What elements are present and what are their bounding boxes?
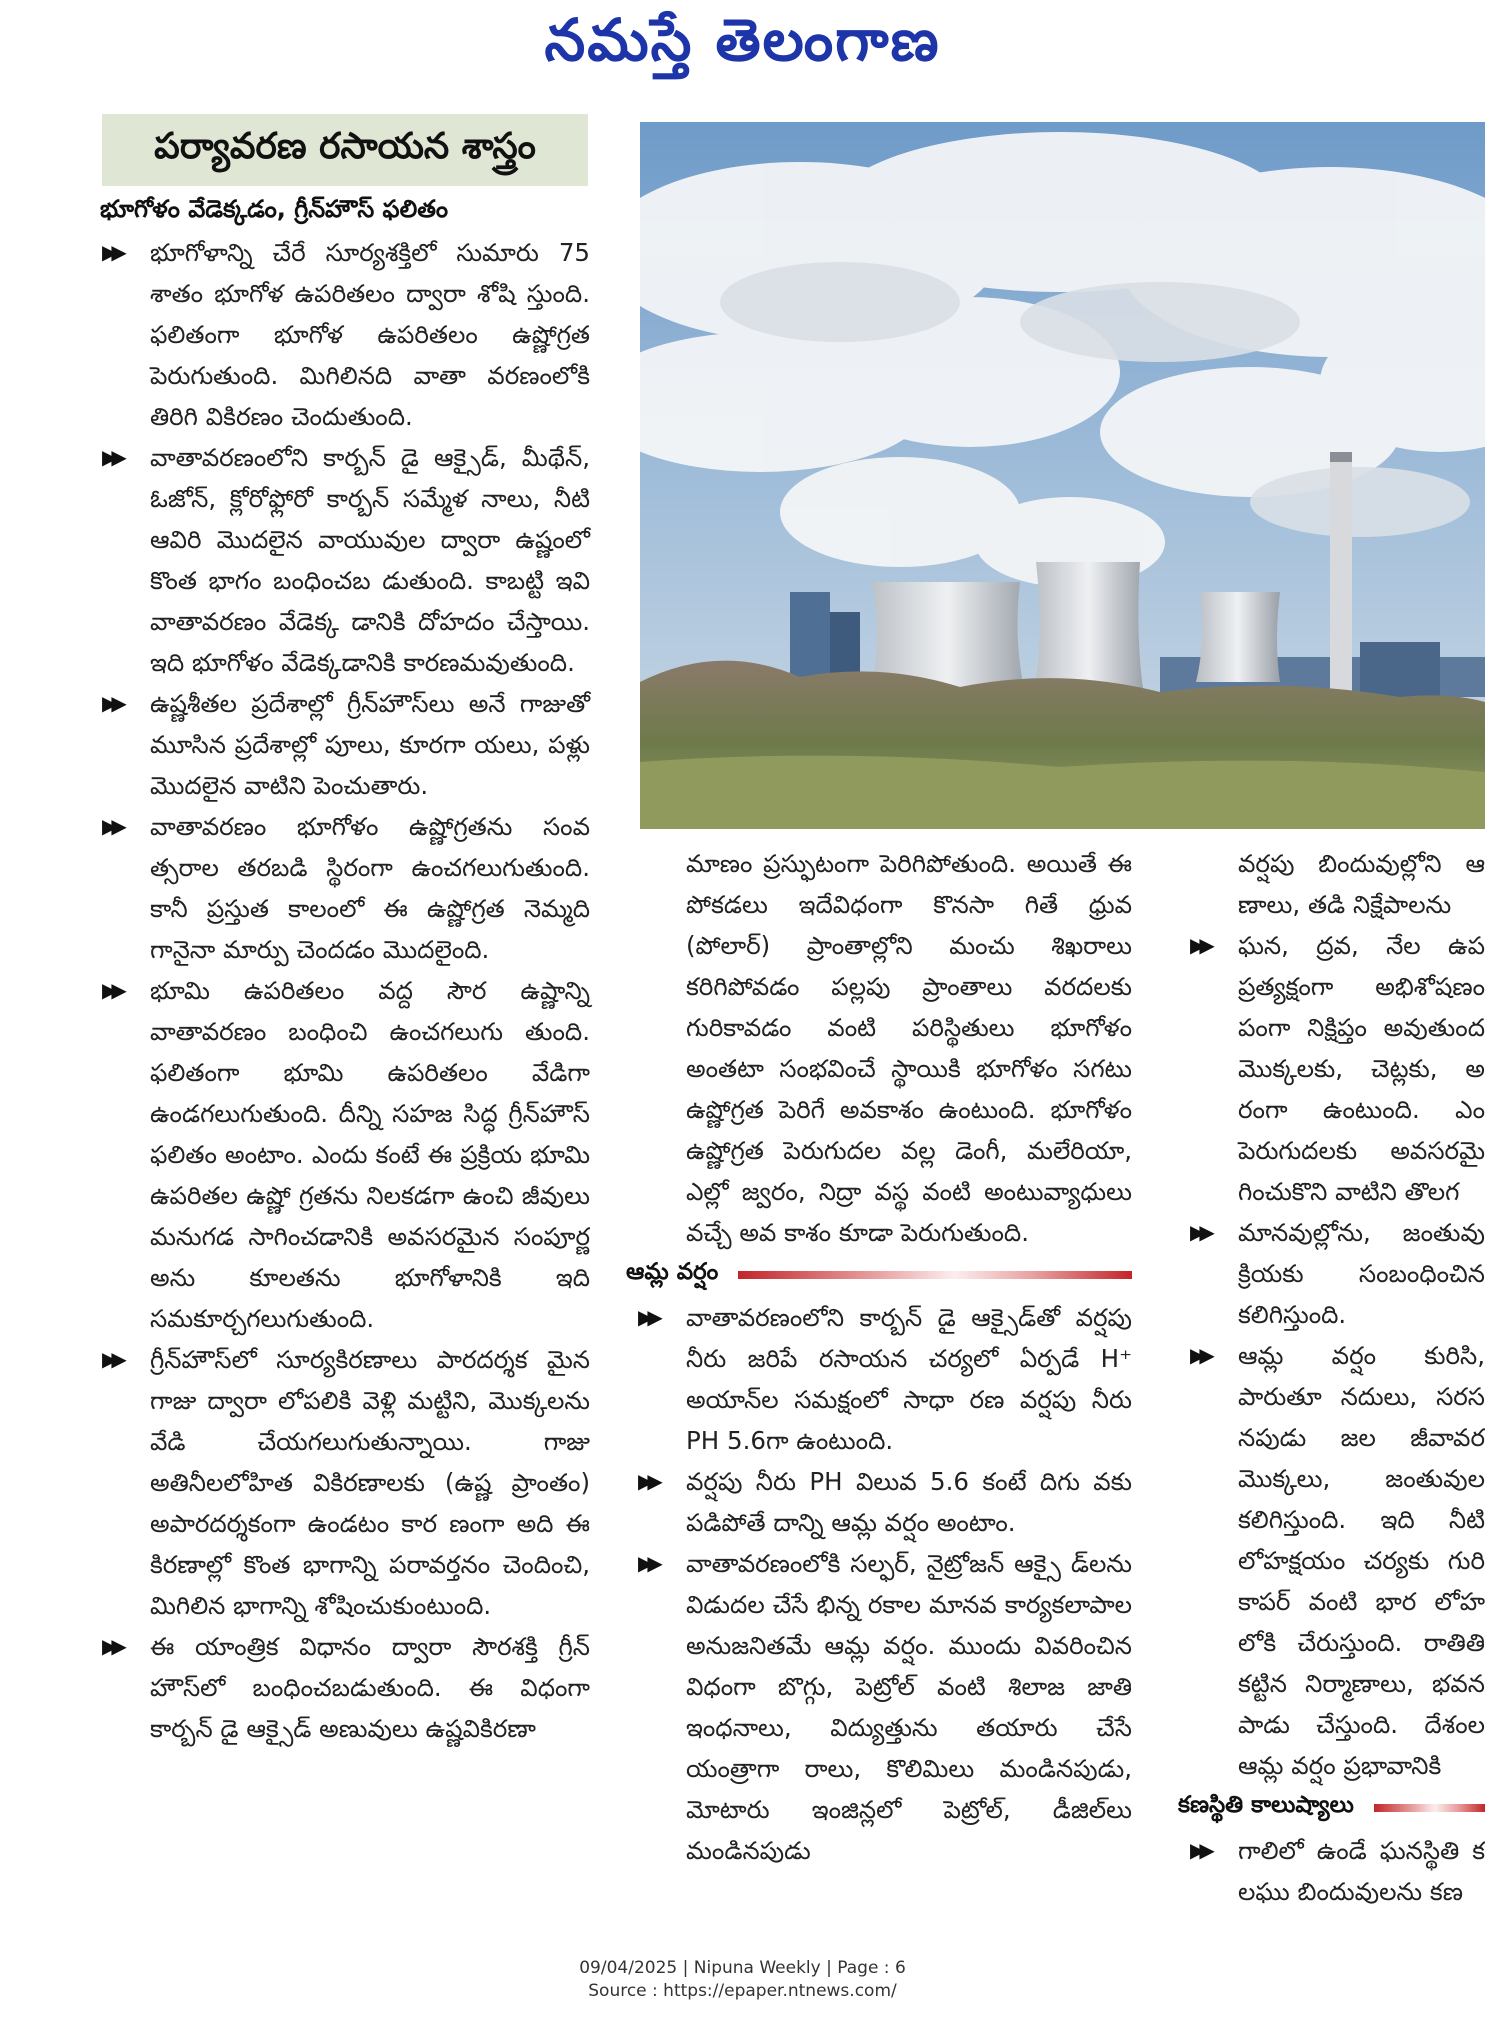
double-arrow-icon: ▶▶: [1190, 1220, 1209, 1244]
double-arrow-icon: ▶▶: [102, 445, 121, 469]
paragraph: మాణం ప్రస్ఫుటంగా పెరిగిపోతుంది. అయితే ఈ పోకడలు ఇదేవిధంగా కొనసా గితే ధ్రువ (పోలార్) ప్రాంతాల్లోని మంచు శిఖరాలు కరిగిపోవడం పల్లపు ప్రాంతాలు వరదలకు గురికావడం వంటి పరిస్థితులు భూగోళం అంతటా సంభవించే స్థాయికి భూగోళం సగటు ఉష్ణోగ్రత పెరిగే అవకాశం ఉంటుంది. భూగోళం ఉష్ణోగ్రత పెరుగుదల వల్ల డెంగీ, మలేరియా, ఎల్లో జ్వరం, నిద్రా వస్థ వంటి అంటువ్యాధులు వచ్చే అవ కాశం కూడా పెరుగుతుంది.: [686, 849, 1132, 1247]
heading-label: ఆమ్ల వర్షం: [626, 1259, 719, 1285]
column-1: [100, 192, 590, 1749]
list-item: ▶▶ ఉష్ణశీతల ప్రదేశాల్లో గ్రీన్‌హౌస్‌లు అనే గాజుతో మూసిన ప్రదేశాల్లో పూలు, కూరగా యలు, పళ్లు మొదలైన వాటిని పెంచుతారు.: [100, 683, 590, 806]
double-arrow-icon: ▶▶: [102, 240, 121, 264]
double-arrow-icon: ▶▶: [638, 1469, 657, 1493]
double-arrow-icon: ▶▶: [1190, 933, 1209, 957]
list-item: ▶▶ వాతావరణంలోని కార్బన్ డై ఆక్సైడ్‌తో వర్షపు నీరు జరిపే రసాయన చర్యలో ఏర్పడే H⁺ అయాన్‌ల సమక్షంలో సాధా రణ వర్షపు నీరు PH 5.6గా ఉంటుంది.: [636, 1297, 1132, 1461]
double-arrow-icon: ▶▶: [1190, 1838, 1209, 1862]
red-rule: [738, 1271, 1132, 1279]
column-2: [626, 843, 1132, 1871]
list-item: ▶▶ గ్రీన్‌హౌస్‌లో సూర్యకిరణాలు పారదర్శక మైన గాజు ద్వారా లోపలికి వెళ్లి మట్టిని, మొక్కలను వేడి చేయగలుగుతున్నాయి. గాజు అతినీలలోహిత వికిరణాలకు (ఉష్ణ ప్రాంతం) అపారదర్శకంగా ఉండటం కార ణంగా అది ఈ కిరణాల్లో కొంత భాగాన్ని పరావర్తనం చెందించి, మిగిలిన భాగాన్ని శోషించుకుంటుంది.: [100, 1339, 590, 1626]
list-item: ▶▶ వాతావరణం భూగోళం ఉష్ణోగ్రతను సంవ త్సరాల తరబడి స్థిరంగా ఉంచగలుగుతుంది. కానీ ప్రస్తుత కాలంలో ఈ ఉష్ణోగ్రత నెమ్మది గానైనా మార్పు చెందడం మొదలైంది.: [100, 806, 590, 970]
double-arrow-icon: ▶▶: [638, 1551, 657, 1575]
double-arrow-icon: ▶▶: [102, 814, 121, 838]
page-footer: [0, 1957, 1485, 2003]
double-arrow-icon: ▶▶: [638, 1305, 657, 1329]
double-arrow-icon: ▶▶: [102, 978, 121, 1002]
list-item: ▶▶ వాతావరణంలోని కార్బన్ డై ఆక్సైడ్, మీథేన్, ఓజోన్, క్లోరోఫ్లోరో కార్బన్ సమ్మేళ నాలు, నీటి ఆవిరి మొదలైన వాయువుల ద్వారా ఉష్ణంలో కొంత భాగం బంధించబ డుతుంది. కాబట్టి ఇవి వాతావరణం వేడెక్క డానికి దోహదం చేస్తాయి. ఇది భూగోళం వేడెక్కడానికి కారణమవుతుంది.: [100, 437, 590, 683]
list-item: ▶▶ గాలిలో ఉండే ఘనస్థితి క లఘు బిందువులను కణ: [1188, 1830, 1485, 1912]
list-item: ▶▶ ఈ యాంత్రిక విధానం ద్వారా సౌరశక్తి గ్రీన్ హౌస్‌లో బంధించబడుతుంది. ఈ విధంగా కార్బన్ డై ఆక్సైడ్ అణువులు ఉష్ణవికిరణా: [100, 1626, 590, 1749]
footer-date-line: 09/04/2025 | Nipuna Weekly | Page : 6: [579, 1958, 906, 1978]
list-item: ▶▶ భూగోళాన్ని చేరే సూర్యశక్తిలో సుమారు 75 శాతం భూగోళ ఉపరితలం ద్వారా శోషి స్తుంది. ఫలితంగా భూగోళ ఉపరితలం ఉష్ణోగ్రత పెరుగుతుంది. మిగిలినది వాతా వరణంలోకి తిరిగి వికిరణం చెందుతుంది.: [100, 232, 590, 437]
power-plant-photo: [640, 122, 1485, 829]
list-item: ▶▶ వర్షపు నీరు PH విలువ 5.6 కంటే దిగు వకు పడిపోతే దాన్ని ఆమ్ల వర్షం అంటాం.: [636, 1461, 1132, 1543]
double-arrow-icon: ▶▶: [102, 691, 121, 715]
heading-label: కణస్థితి కాలుష్యాలు: [1178, 1792, 1354, 1818]
section-heading: [1178, 1792, 1485, 1824]
footer-source-link[interactable]: Source : https://epaper.ntnews.com/: [588, 1981, 897, 2001]
red-rule: [1374, 1804, 1485, 1812]
section-title: పర్యావరణ రసాయన శాస్త్రం: [102, 114, 588, 186]
list-item: ▶▶ వాతావరణంలోకి సల్ఫర్, నైట్రోజన్ ఆక్సై డ్‌లను విడుదల చేసే భిన్న రకాల మానవ కార్యకలాపాల అనుజనితమే ఆమ్ల వర్షం. ముందు వివరించిన విధంగా బొగ్గు, పెట్రోల్ వంటి శిలాజ జాతి ఇంధనాలు, విద్యుత్తును తయారు చేసే యంత్రాగా రాలు, కొలిమిలు మండినపుడు, మోటారు ఇంజిన్లలో పెట్రోల్, డీజిల్‌లు మండినపుడు: [636, 1543, 1132, 1871]
section-heading: [626, 1259, 1132, 1291]
double-arrow-icon: ▶▶: [102, 1634, 121, 1658]
masthead-logo: నమస్తే తెలంగాణ: [544, 6, 941, 74]
double-arrow-icon: ▶▶: [1190, 1343, 1209, 1367]
list-item: ▶▶ మానవుల్లోను, జంతువు క్రియకు సంబంధించిన కలిగిస్తుంది.: [1188, 1212, 1485, 1335]
list-item: ▶▶ ఆమ్ల వర్షం కురిసి, పారుతూ నదులు, సరస నపుడు జల జీవావర మొక్కలు, జంతువుల కలిగిస్తుంది. ఇది నీటి లోహక్షయం చర్యకు గురి కాపర్ వంటి భార లోహ లోకి చేరుస్తుంది. రాతితి కట్టిన నిర్మాణాలు, భవన పాడు చేస్తుంది. దేశంల ఆమ్ల వర్షం ప్రభావానికి: [1188, 1335, 1485, 1786]
double-arrow-icon: ▶▶: [102, 1347, 121, 1371]
list-item: ▶▶ ఘన, ద్రవ, నేల ఉప ప్రత్యక్షంగా అభిశోషణం పంగా నిక్షిప్తం అవుతుంద మొక్కలకు, చెట్లకు, అ రంగా ఉంటుంది. ఎం పెరుగుదలకు అవసరమై గించుకొని వాటిని తొలగ: [1188, 925, 1485, 1212]
paragraph: వర్షపు బిందువుల్లోని ఆ ణాలు, తడి నిక్షేపాలను: [1238, 849, 1485, 919]
subheading: భూగోళం వేడెక్కడం, గ్రీన్‌హౌస్ ఫలితం: [100, 195, 449, 223]
column-3: [1178, 843, 1485, 1912]
list-item: ▶▶ భూమి ఉపరితలం వద్ద సౌర ఉష్ణాన్ని వాతావరణం బంధించి ఉంచగలుగు తుంది. ఫలితంగా భూమి ఉపరితలం వేడిగా ఉండగలుగుతుంది. దీన్ని సహజ సిద్ధ గ్రీన్‌హౌస్ ఫలితం అంటాం. ఎందు కంటే ఈ ప్రక్రియ భూమి ఉపరితల ఉష్ణో గ్రతను నిలకడగా ఉంచి జీవులు మనుగడ సాగించడానికి అవసరమైన సంపూర్ణ అను కూలతను భూగోళానికి ఇది సమకూర్చగలుగుతుంది.: [100, 970, 590, 1339]
